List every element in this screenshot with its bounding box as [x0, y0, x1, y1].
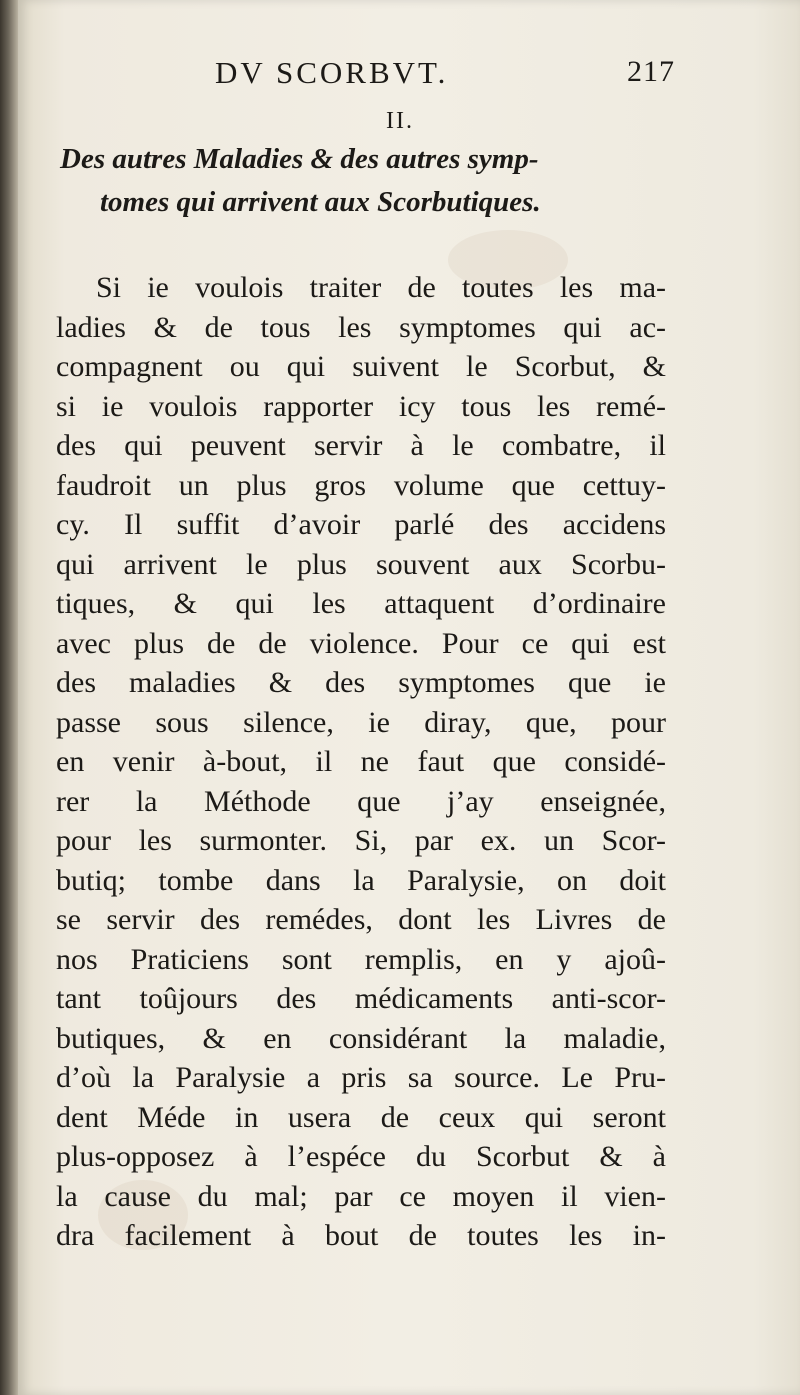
- body-text: [56, 268, 666, 1256]
- text-line: d’où la Paralysie a pris sa source. Le Pru-: [56, 1061, 666, 1094]
- text-line: en venir à-bout, il ne faut que considé-: [56, 745, 666, 778]
- text-line: pour les surmonter. Si, par ex. un Scor-: [56, 824, 666, 857]
- text-line: dra facilement à bout de toutes les in-: [56, 1219, 666, 1252]
- text-line: la cause du mal; par ce moyen il vien-: [56, 1179, 666, 1213]
- page-number: 217: [627, 55, 675, 88]
- text-line: tiques, & qui les attaquent d’ordinaire: [56, 587, 666, 620]
- text-line: passe sous silence, ie diray, que, pour: [56, 705, 666, 739]
- chapter-title-line: Des autres Maladies & des autres symp-: [60, 143, 539, 175]
- running-head: [215, 55, 675, 95]
- text-line: butiques, & en considérant la maladie,: [56, 1021, 666, 1055]
- text-line: Si ie voulois traiter de toutes les ma-: [96, 271, 666, 304]
- text-line: dent Méde in usera de ceux qui seront: [56, 1100, 666, 1134]
- text-line: si ie voulois rapporter icy tous les remé-: [56, 389, 666, 423]
- text-line: butiq; tombe dans la Paralysie, on doit: [56, 863, 666, 897]
- text-line: se servir des remédes, dont les Livres de: [56, 903, 666, 936]
- text-line: tant toûjours des médicaments anti-scor-: [56, 982, 666, 1015]
- section-number: II.: [386, 108, 414, 134]
- text-line: des maladies & des symptomes que ie: [56, 666, 666, 699]
- text-line: avec plus de de violence. Pour ce qui est: [56, 626, 666, 660]
- chapter-title: [60, 138, 690, 224]
- text-line: plus-opposez à l’espéce du Scorbut & à: [56, 1140, 666, 1173]
- text-line: rer la Méthode que j’ay enseignée,: [56, 784, 666, 818]
- text-line: qui arrivent le plus souvent aux Scorbu-: [56, 547, 666, 581]
- chapter-title-line: tomes qui arrivent aux Scorbutiques.: [100, 186, 541, 218]
- text-line: ladies & de tous les symptomes qui ac-: [56, 310, 666, 344]
- text-line: compagnent ou qui suivent le Scorbut, &: [56, 350, 666, 383]
- text-line: cy. Il suffit d’avoir parlé des accidens: [56, 508, 666, 541]
- text-line: faudroit un plus gros volume que cettuy-: [56, 468, 666, 502]
- text-line: nos Praticiens sont remplis, en y ajoû-: [56, 942, 666, 976]
- running-title: DV SCORBVT.: [215, 55, 449, 90]
- text-line: des qui peuvent servir à le combatre, il: [56, 429, 666, 462]
